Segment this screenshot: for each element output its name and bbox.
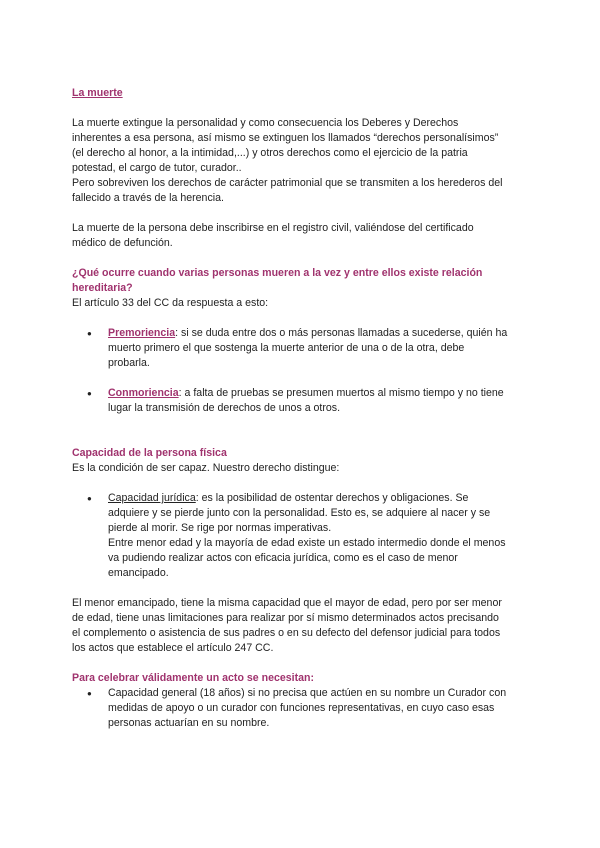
text-line: El menor emancipado, tiene la misma capacidad que el mayor de edad, pero por ser menor: [72, 597, 502, 609]
text-line: potestad, el cargo de tutor, curador..: [72, 162, 242, 174]
paragraph-emancipado: [72, 596, 532, 656]
document-page: [72, 86, 532, 731]
text-line: los actos que establece el artículo 247 CC.: [72, 642, 274, 654]
list-item-premoriencia: [72, 326, 532, 371]
term-conmoriencia: Conmoriencia: [108, 387, 179, 399]
text-line: de edad, tiene unas limitaciones para realizar por sí mismo determinados actos precisando: [72, 612, 499, 624]
text-line: el complemento o asistencia de sus padres o en su defecto del defensor judicial para todos: [72, 627, 501, 639]
text-line: hereditaria?: [72, 282, 133, 294]
article-intro: El artículo 33 del CC da respuesta a esto:: [72, 297, 269, 309]
text-line: La muerte extingue la personalidad y como consecuencia los Deberes y Derechos: [72, 117, 459, 129]
text-line: personas actuarían en su nombre.: [108, 717, 270, 729]
list-spacer: [72, 371, 532, 386]
text-line: probarla.: [108, 357, 150, 369]
text-line: Entre menor edad y la mayoría de edad existe un estado intermedio donde el menos: [108, 537, 506, 549]
text-line: ¿Qué ocurre cuando varias personas mueren a la vez y entre ellos existe relación: [72, 267, 483, 279]
text-line: lugar la transmisión de derechos de unos a otros.: [108, 402, 341, 414]
text-line: : a falta de pruebas se presumen muertos al mismo tiempo y no tiene: [178, 387, 504, 399]
list-item-conmoriencia: [72, 386, 532, 416]
term-premoriencia: Premoriencia: [108, 327, 176, 339]
capacidad-intro: Es la condición de ser capaz. Nuestro derecho distingue:: [72, 462, 340, 474]
text-line: adquiere y se pierde junto con la personalidad. Esto es, se adquiere al nacer y se: [108, 507, 491, 519]
text-line: (el derecho al honor, a la intimidad,...) y otros derechos como el ejercicio de la patria: [72, 147, 468, 159]
text-line: emancipado.: [108, 567, 169, 579]
text-line: inherentes a esa persona, así mismo se extinguen los llamados “derechos personalísimos”: [72, 132, 499, 144]
text-line: pierde al morir. Se rige por normas imperativas.: [108, 522, 332, 534]
list-item-capacidad-general: [72, 686, 532, 731]
term-capacidad-juridica: Capacidad jurídica: [108, 492, 196, 504]
text-line: medidas de apoyo o un curador con funciones representativas, en cuyo caso esas: [108, 702, 495, 714]
text-line: fallecido a través de la herencia.: [72, 192, 224, 204]
paragraph-muerte-2: [72, 221, 532, 251]
list-item-capacidad-juridica: [72, 491, 532, 581]
text-line: La muerte de la persona debe inscribirse en el registro civil, valiéndose del certificado: [72, 222, 474, 234]
paragraph-muerte-1: [72, 116, 532, 206]
question-heading: [72, 266, 532, 296]
text-line: médico de defunción.: [72, 237, 173, 249]
section-title-la-muerte: La muerte: [72, 87, 123, 99]
section-title-capacidad: Capacidad de la persona física: [72, 447, 227, 459]
requisitos-list: [72, 686, 532, 731]
text-line: Capacidad general (18 años) si no precisa que actúen en su nombre un Curador con: [108, 687, 507, 699]
comoriencia-list: [72, 326, 532, 416]
text-line: muerto primero el que sostenga la muerte anterior de una o de la otra, debe: [108, 342, 465, 354]
text-line: Pero sobreviven los derechos de carácter patrimonial que se transmiten a los herederos del: [72, 177, 503, 189]
capacidad-list: [72, 491, 532, 581]
text-line: : si se duda entre dos o más personas llamadas a sucederse, quién ha: [175, 327, 508, 339]
section-title-celebrar-acto: Para celebrar válidamente un acto se necesitan:: [72, 672, 315, 684]
text-line: : es la posibilidad de ostentar derechos y obligaciones. Se: [195, 492, 469, 504]
text-line: va pudiendo realizar actos con eficacia jurídica, como es el caso de menor: [108, 552, 458, 564]
